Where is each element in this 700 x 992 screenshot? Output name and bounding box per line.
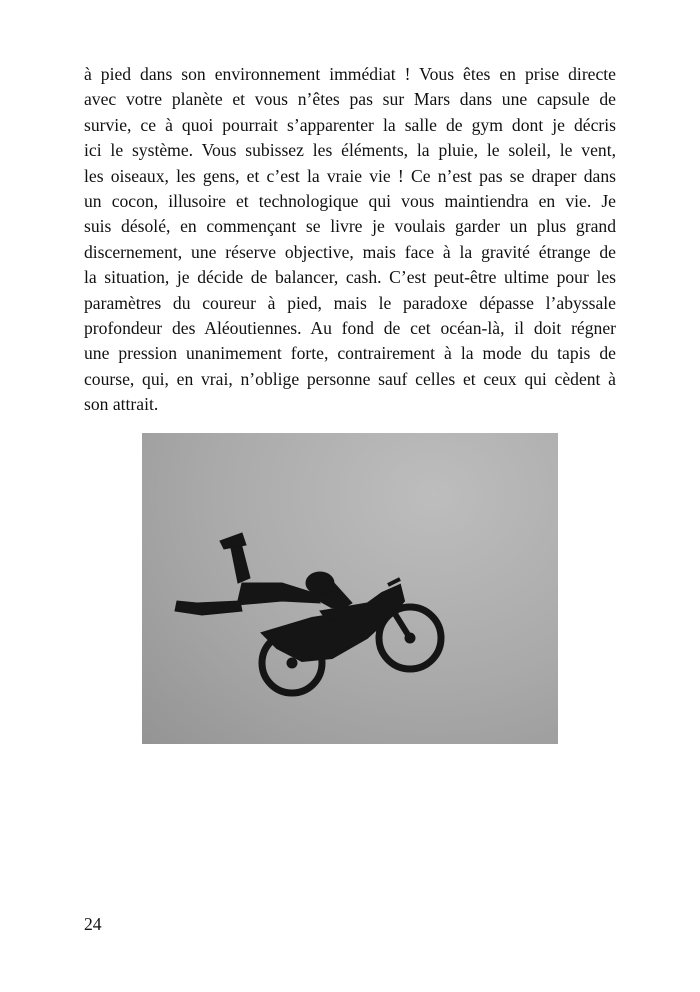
text-line: la situation, je décide de balancer, cash. C’est peut-être ultime pour les (84, 267, 616, 288)
text-line: profondeur des Aléoutiennes. Au fond de cet océan-là, il doit régner (84, 317, 616, 338)
text-line: course, qui, en vrai, n’oblige personne sauf celles et ceux qui cèdent à (84, 368, 616, 389)
text-line: son attrait. (84, 394, 159, 415)
text-line: suis désolé, en commençant se livre je voulais garder un plus grand (84, 216, 616, 237)
text-line: une pression unanimement forte, contrairement à la mode du tapis de (84, 343, 616, 364)
text-line: à pied dans son environnement immédiat ! Vous êtes en prise directe (84, 64, 616, 84)
motocross-photo (142, 433, 558, 744)
text-line: paramètres du coureur à pied, mais le paradoxe dépasse l’abyssale (84, 292, 616, 313)
body-paragraph (84, 62, 616, 417)
text-line: ici le système. Vous subissez les éléments, la pluie, le soleil, le vent, (84, 140, 616, 161)
text-line: discernement, une réserve objective, mais face à la gravité étrange de (84, 241, 616, 262)
text-line: avec votre planète et vous n’êtes pas sur Mars dans une capsule de (84, 89, 616, 110)
page-number: 24 (84, 914, 102, 934)
text-line: un cocon, illusoire et technologique qui vous maintiendra en vie. Je (84, 190, 616, 211)
text-line: les oiseaux, les gens, et c’est la vraie vie ! Ce n’est pas se draper dans (84, 165, 616, 186)
motocross-rider-silhouette (142, 433, 558, 744)
text-line: survie, ce à quoi pourrait s’apparenter la salle de gym dont je décris (84, 114, 616, 135)
